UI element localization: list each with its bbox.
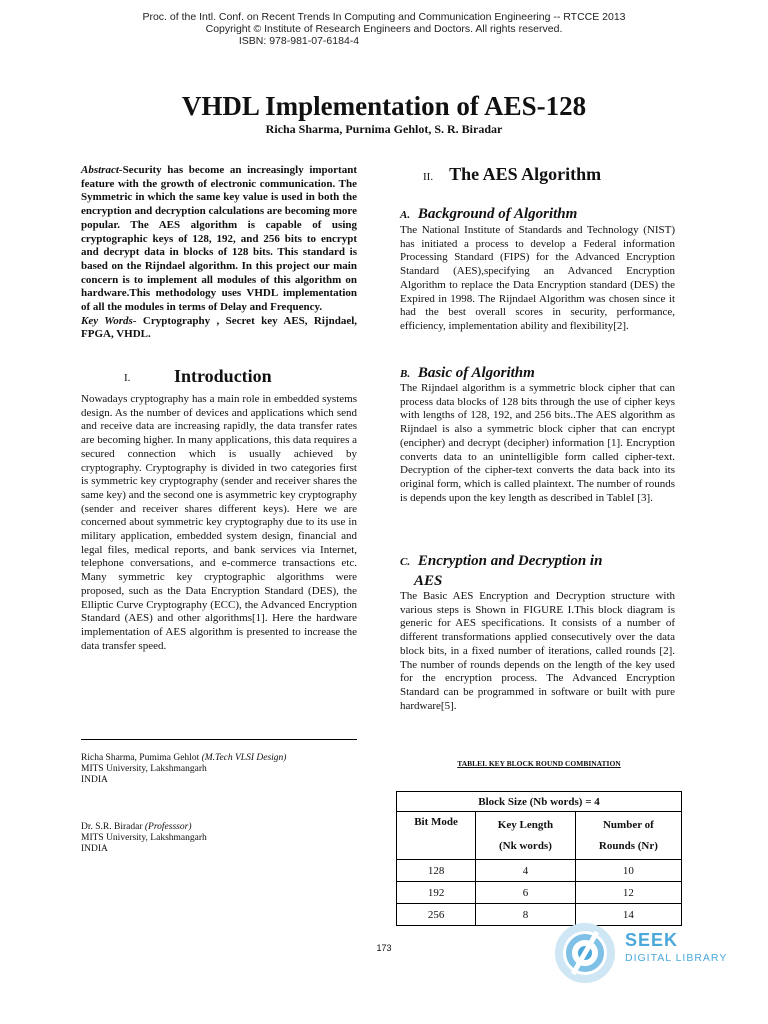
cell-nk: 6 [476,882,576,904]
seek-logo-icon [553,918,617,988]
table-row [397,882,682,904]
cell-mode: 256 [397,904,476,926]
author2-country: INDIA [81,844,108,854]
author2-name: Dr. S.R. Biradar [81,822,145,832]
author1-country: INDIA [81,775,108,785]
keywords-label: Key Words- [81,314,143,327]
subsection-c-title: Encryption and Decryption in [417,553,603,569]
subsection-a-letter: A. [400,209,411,221]
subsection-a-body: The National Institute of Standards and Technology (NIST) has initiated a process to develop a Federal information Processing Standard (FIPS) for the Advanced Encryption Standard (AES),specifying an Advanced Encryption Algorithm to replace the Data Encryption standard (DES) the Expired in 1998. The Rijndael Algorithm was chosen since it had the best overall scores in security, performance, efficiency, implementation ability and flexibility[2]. [400,224,675,332]
block-size-header: Block Size (Nb words) = 4 [397,792,682,812]
author1-names: Richa Sharma, Pumima Gehlot [81,753,202,763]
author1-university: MITS University, Lakshmangarh [81,764,207,774]
seek-subtitle-text: DIGITAL LIBRARY [625,952,728,964]
page-number: 173 [376,943,392,953]
intro-body: Nowadays cryptography has a main role in embedded systems design. As the number of devices and applications which send and receive data are increasing rapidly, the data transfer rates are becoming higher. In many applications, this data requires a secured connection which is usually achieved by cryptography. Cryptography is divided in two categories first is symmetric key cryptography (sender and receiver shares the same key) and the second one is asymmetric key cryptography (sender and receiver shares different keys). Here we are concerned about symmetric key cryptography due to its use in military application, embedded system design, financial and legal files, medical reports, and bank services via Internet, telephone conversations, and e-commerce transactions etc. Many symmetric key cryptographic algorithms were proposed, such as the Data Encryption Standard (DES), the Elliptic Curve Cryptography (ECC), the Advanced Encryption Standard (AES) and other algorithms[1]. Here the hardware implementation of AES algorithm is presented to increase the data transfer speed. [81,393,357,652]
col-key-length-line1: Key Length [497,818,554,831]
abstract [81,164,357,342]
col-key-length-line2: (Nk words) [499,839,552,852]
col-rounds-line1: Number of [602,818,654,831]
aes-section-title: The AES Algorithm [449,164,602,184]
author1-footnote [81,753,357,786]
intro-heading [124,366,272,386]
subsection-b-body: The Rijndael algorithm is a symmetric block cipher that can process data blocks of 128 bits through the use of cipher keys with lengths of 128, 192, and 256 bits..The AES algorithm as Rijndael is also a symmetric block cipher that can encrypt (encipher) and decrypt (decipher) information [1]. Encryption converts data to an unintelligible form called cipher-text. Decryption of the cipher-text converts the data back into its original form, which is called plaintext. The number of rounds is depends upon the key length as described in TableI [3]. [400,382,675,504]
cell-mode: 192 [397,882,476,904]
paper-authors: Richa Sharma, Purnima Gehlot, S. R. Biradar [265,122,503,136]
aes-section-number: II. [423,171,434,183]
intro-section-title: Introduction [174,366,272,386]
author2-footnote [81,822,357,855]
col-bit-mode: Bit Mode [397,812,476,860]
key-block-round-table [396,791,682,926]
author2-role: (Professsor) [144,822,192,832]
abstract-text: Security has become an increasingly important feature with the growth of electronic communication. The Symmetric in which the same key value is used in both the encryption and decryption calculations are becoming more popular. The AES algorithm is capable of using cryptographic keys of 128, 192, and 256 bits to encrypt and decrypt data in blocks of 128 bits. This standard is based on the Rijndael algorithm. In this project our main concern is to implement all modules of this algorithm on hardware.This methodology uses VHDL implementation of all the modules in terms of Delay and Frequency. [81,164,357,314]
col-rounds-line2: Rounds (Nr) [598,839,658,852]
paper-title: VHDL Implementation of AES-128 [181,91,587,121]
col-key-length [476,812,576,860]
table-caption: TABLEI. KEY BLOCK ROUND COMBINATION [457,759,621,768]
cell-nr: 14 [575,904,681,926]
author2-university: MITS University, Lakshmangarh [81,833,207,843]
subsection-a-title: Background of Algorithm [417,206,578,222]
abstract-label: Abstract- [81,164,123,176]
cell-nk: 8 [476,904,576,926]
isbn-line: ISBN: 978-981-07-6184-4 [238,35,360,47]
subsection-c-body: The Basic AES Encryption and Decryption structure with various steps is Shown in FIGURE I.This block diagram is generic for AES specifications. It consists of a number of different transformations applied consecutively over the data block bits, in a fixed number of iterations, called rounds [2]. The number of rounds depends on the length of the key used for the encryption process. The Advanced Encryption Standard can be programmed in software or built with pure hardware[5]. [400,590,675,712]
subsection-c-title-cont: AES [414,573,443,589]
subsection-c-letter: C. [400,556,411,568]
cell-nk: 4 [476,860,576,882]
subsection-a-heading [400,205,577,224]
table-column-header-row [397,812,682,860]
author1-role: (M.Tech VLSI Design) [201,753,287,763]
conference-header: Proc. of the Intl. Conf. on Recent Trends In Computing and Communication Engineering -- RTCCE 2013 [142,11,626,23]
table-row [397,860,682,882]
keywords-text: Cryptography , Secret key AES, Rijndael, FPGA, VHDL. [81,314,358,341]
seek-brand-text: SEEK [625,930,679,950]
subsection-c-heading [400,552,602,571]
subsection-b-heading [400,364,535,383]
cell-nr: 10 [575,860,681,882]
cell-nr: 12 [575,882,681,904]
footnote-rule [81,739,357,740]
col-rounds [575,812,681,860]
table-header-row [397,792,682,812]
subsection-b-letter: B. [400,368,411,380]
subsection-b-title: Basic of Algorithm [417,365,535,381]
aes-heading [423,164,601,185]
copyright-line: Copyright © Institute of Research Engineers and Doctors. All rights reserved. [205,23,563,35]
intro-section-number: I. [124,372,131,384]
seek-digital-library-logo [553,918,733,998]
cell-mode: 128 [397,860,476,882]
